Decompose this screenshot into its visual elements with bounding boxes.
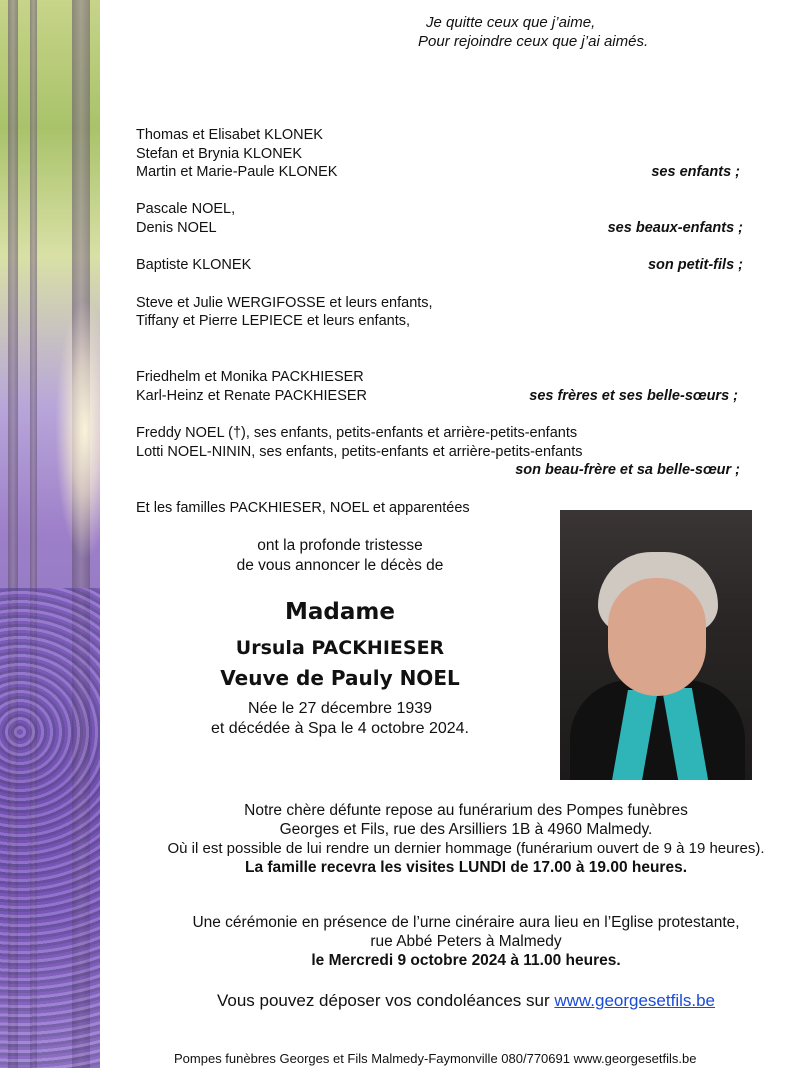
decorative-forest-image: [0, 0, 100, 1068]
child-line-3: Martin et Marie-Paule KLONEK: [136, 164, 338, 180]
intro-line-1: ont la profonde tristesse: [257, 537, 423, 554]
step-child-line-2: Denis NOEL: [136, 220, 217, 236]
sibling-line-2: Karl-Heinz et Renate PACKHIESER: [136, 388, 368, 404]
children-role: ses enfants ;: [651, 164, 740, 180]
intro-line-2: de vous annoncer le décès de: [236, 557, 444, 574]
step-children-role: ses beaux-enfants ;: [607, 220, 743, 236]
condolences-text: Vous pouvez déposer vos condoléances sur: [216, 991, 550, 1010]
in-law-line-2: Lotti NOEL-NININ, ses enfants, petits-enfants et arrière-petits-enfants: [136, 444, 583, 460]
other-line-2: Tiffany et Pierre LEPIECE et leurs enfants,: [136, 313, 411, 329]
visitation-line-2: Georges et Fils, rue des Arsilliers 1B à 4960 Malmedy.: [279, 821, 653, 838]
in-law-line-1: Freddy NOEL (†), ses enfants, petits-enfants et arrière-petits-enfants: [136, 425, 578, 441]
visitation-bold: La famille recevra les visites LUNDI de 17.00 à 19.00 heures.: [245, 859, 687, 876]
child-line-1: Thomas et Elisabet KLONEK: [136, 127, 323, 143]
grandchild-line: Baptiste KLONEK: [136, 257, 252, 273]
quote-line-1: Je quitte ceux que j’aime,: [426, 14, 596, 31]
footer: Pompes funèbres Georges et Fils Malmedy-Faymonville 080/770691 www.georgesetfils.be: [174, 1051, 697, 1066]
quote-line-2: Pour rejoindre ceux que j’ai aimés.: [418, 33, 649, 50]
ceremony-bold: le Mercredi 9 octobre 2024 à 11.00 heures.: [311, 952, 621, 969]
portrait-photo: [560, 510, 752, 780]
step-child-line-1: Pascale NOEL,: [136, 201, 236, 217]
child-line-2: Stefan et Brynia KLONEK: [136, 146, 303, 162]
visitation-line-3: Où il est possible de lui rendre un dernier hommage (funérarium ouvert de 9 à 19 heures).: [167, 840, 765, 857]
sibling-line-1: Friedhelm et Monika PACKHIESER: [136, 369, 364, 385]
families-line: Et les familles PACKHIESER, NOEL et apparentées: [136, 500, 470, 516]
deceased-name: Ursula PACKHIESER: [235, 637, 445, 659]
ceremony-line-1: Une cérémonie en présence de l’urne cinéraire aura lieu en l’Eglise protestante,: [192, 914, 740, 931]
deceased-widow: Veuve de Pauly NOEL: [220, 666, 460, 690]
death-date: et décédée à Spa le 4 octobre 2024.: [211, 720, 469, 737]
condolences-link[interactable]: www.georgesetfils.be: [554, 991, 716, 1010]
deceased-title: Madame: [285, 599, 395, 625]
visitation-line-1: Notre chère défunte repose au funérarium des Pompes funèbres: [244, 802, 688, 819]
grandchild-role: son petit-fils ;: [647, 257, 743, 273]
siblings-role: ses frères et ses belle-sœurs ;: [529, 388, 738, 404]
birth-date: Née le 27 décembre 1939: [247, 700, 433, 717]
other-line-1: Steve et Julie WERGIFOSSE et leurs enfants,: [136, 295, 433, 311]
in-laws-role: son beau-frère et sa belle-sœur ;: [515, 462, 740, 478]
ceremony-line-2: rue Abbé Peters à Malmedy: [370, 933, 562, 950]
condolences-line: [126, 991, 806, 1011]
